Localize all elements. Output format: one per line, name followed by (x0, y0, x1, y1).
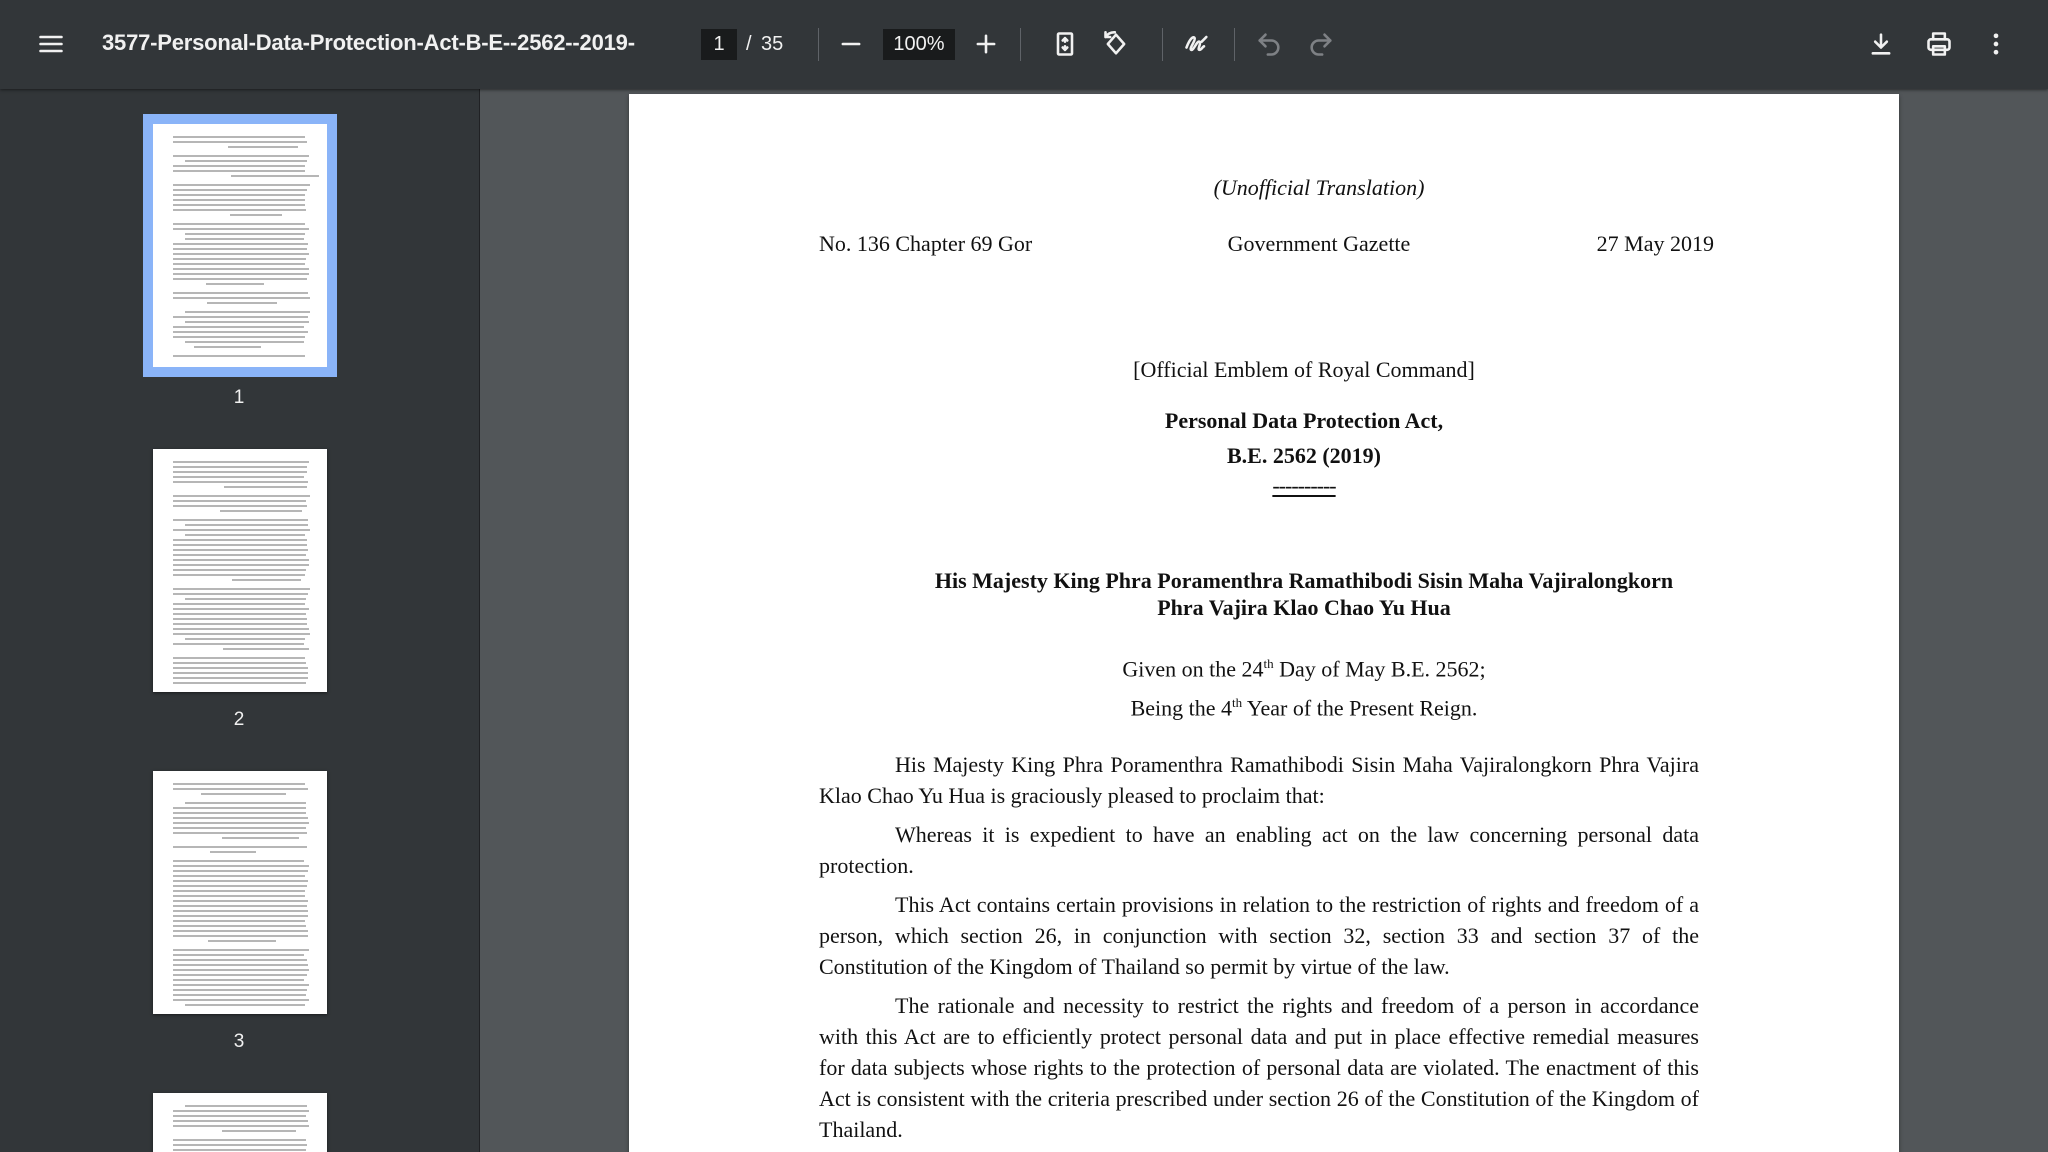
thumbnail-text-line (185, 638, 305, 640)
thumbnail-text-line (173, 292, 308, 294)
download-icon (1867, 30, 1895, 58)
rotate-button[interactable] (1094, 22, 1138, 66)
gazette-number: No. 136 Chapter 69 Gor (819, 231, 1033, 256)
thumbnail-text-line (173, 865, 309, 867)
toolbar-divider (1234, 28, 1235, 61)
thumbnail-text-line (173, 682, 306, 684)
document-viewer[interactable] (480, 89, 2048, 1152)
thumbnail-text-line (173, 613, 306, 615)
thumbnail-text-line (173, 263, 305, 265)
thumbnail-text-line (173, 189, 307, 191)
thumbnail-text-line (173, 326, 304, 328)
thumbnail-text-line (173, 248, 307, 250)
thumbnail-text-line (173, 1139, 306, 1141)
thumbnail-text-line (207, 302, 276, 304)
thumbnail-sidebar[interactable] (0, 89, 480, 1152)
thumbnail-text-line (173, 476, 304, 478)
thumbnail-text-line (173, 974, 307, 976)
thumbnail-text-line (194, 346, 261, 348)
hamburger-menu-icon (37, 30, 65, 58)
gazette-date: 27 May 2019 (1596, 231, 1714, 256)
thumbnail-text-line (173, 1120, 308, 1122)
thumbnail-text-line (173, 481, 308, 483)
thumbnail-text-line (173, 1115, 306, 1117)
given-line-2 (629, 686, 1979, 725)
thumbnail-text-line (173, 984, 309, 986)
thumbnail-text-line (173, 170, 305, 172)
paragraph (819, 889, 1699, 982)
thumbnail-text-line (173, 969, 309, 971)
thumbnail-text-line (173, 949, 309, 951)
thumbnail-text-line (173, 920, 305, 922)
thumbnail-text-line (173, 141, 307, 143)
toolbar (0, 0, 2048, 89)
thumbnail-text-line (222, 837, 300, 839)
thumbnail-text-line (173, 466, 307, 468)
thumbnail-text-line (173, 278, 307, 280)
thumbnail-text-line (223, 648, 309, 650)
thumbnail-text-line (173, 999, 309, 1001)
thumbnail-text-line (173, 994, 306, 996)
given-line-1-text: Given on the 24 (1122, 656, 1264, 682)
thumbnail-text-line (231, 175, 319, 177)
thumbnail-text-line (173, 885, 307, 887)
thumbnail-text-line (173, 915, 308, 917)
thumbnail-text-line (206, 283, 264, 285)
thumbnail-page-number: 1 (233, 387, 245, 408)
act-title (629, 403, 1979, 473)
menu-button[interactable] (29, 22, 73, 66)
page-number-input[interactable] (701, 29, 737, 60)
thumbnail-text-line (173, 155, 309, 157)
more-vert-icon (1982, 30, 2010, 58)
print-button[interactable] (1917, 22, 1961, 66)
thumbnail-text-line (173, 209, 306, 211)
thumbnail-text-line (173, 297, 310, 299)
undo-icon (1255, 30, 1283, 58)
thumbnail-text-line (173, 574, 305, 576)
paragraph-text: The rationale and necessity to restrict the rights and freedom of a person in accordance with this Act are to efficiently protect personal data and put in place effective remedial measures for data subjects whose rights to the protection of personal data are violated. The enactment of this Act is consistent with the criteria prescribed under section 26 of the Constitution of the Kingdom of Thailand. (819, 993, 1699, 1142)
given-date (629, 647, 1979, 726)
thumbnail-text-line (185, 321, 309, 323)
thumbnail-page-number: 3 (233, 1031, 245, 1052)
thumbnail-text-line (173, 989, 307, 991)
thumbnail-text-line (173, 979, 304, 981)
thumbnail-text-line (173, 268, 309, 270)
redo-icon (1307, 30, 1335, 58)
page-thumbnail[interactable] (153, 1093, 327, 1152)
paragraph (819, 749, 1699, 811)
thumbnail-text-line (173, 554, 306, 556)
annotate-icon (1183, 30, 1211, 58)
redo-button[interactable] (1299, 22, 1343, 66)
thumbnail-text-line (173, 223, 305, 225)
gazette-name: Government Gazette (1227, 231, 1411, 256)
emblem-note: [Official Emblem of Royal Command] (1133, 357, 1475, 382)
thumbnail-text-line (173, 959, 307, 961)
thumbnail-text-line (173, 461, 309, 463)
thumbnail-text-line (173, 243, 308, 245)
thumbnail-text-line (185, 598, 306, 600)
thumbnail-text-line (173, 539, 307, 541)
thumbnail-text-line (173, 807, 306, 809)
thumbnail-text-line (173, 564, 309, 566)
act-title-line-2: B.E. 2562 (2019) (1227, 443, 1381, 468)
annotate-button[interactable] (1175, 22, 1219, 66)
given-line-2-rest: Year of the Present Reign. (1242, 695, 1478, 721)
thumbnail-text-line (173, 623, 307, 625)
total-pages: 35 (761, 33, 784, 55)
thumbnail-text-line (230, 214, 282, 216)
thumbnail-text-line (173, 662, 306, 664)
thumbnail-text-line (173, 593, 308, 595)
given-line-1-sup: th (1263, 656, 1274, 671)
thumbnail-text-line (173, 1125, 309, 1127)
thumbnail-text-line (173, 165, 305, 167)
document-page (629, 94, 1899, 1152)
king-title-line-2: Phra Vajira Klao Chao Yu Hua (1157, 595, 1451, 620)
thumbnail-text-line (173, 827, 306, 829)
thumbnail-text-line (201, 793, 286, 795)
more-options-button[interactable] (1974, 22, 2018, 66)
thumbnail-text-line (173, 875, 305, 877)
thumbnail-text-line (185, 524, 308, 526)
zoom-input[interactable] (883, 29, 955, 60)
thumbnail-text-line (173, 184, 310, 186)
act-title-line-1: Personal Data Protection Act, (1164, 408, 1444, 433)
thumbnail-text-line (173, 822, 309, 824)
thumbnail-text-line (173, 667, 308, 669)
undo-button[interactable] (1247, 22, 1291, 66)
thumbnail-text-line (173, 964, 308, 966)
thumbnail-page-number: 2 (233, 709, 245, 730)
thumbnail-text-line (173, 1144, 307, 1146)
thumbnail-text-line (224, 486, 307, 488)
given-line-2-sup: th (1232, 695, 1243, 711)
thumbnail-text-line (173, 895, 305, 897)
thumbnail-text-line (173, 273, 309, 275)
thumbnail-text-line (185, 1004, 305, 1006)
thumbnail-text-line (173, 935, 308, 937)
paragraph-text: His Majesty King Phra Poramenthra Ramathibodi Sisin Maha Vajiralongkorn Phra Vajira Klao Chao Yu Hua is graciously pleased to proclaim that: (819, 752, 1699, 808)
thumbnail-text-line (173, 788, 308, 790)
toolbar-divider (1162, 28, 1163, 61)
paragraph (819, 990, 1699, 1145)
given-line-2-text: Being the 4 (1130, 695, 1233, 721)
zoom-out-icon (837, 30, 865, 58)
document-title: 3577-Personal-Data-Protection-Act-B-E--2562--2019- (102, 30, 635, 55)
page-thumbnail[interactable] (153, 449, 327, 692)
thumbnail-text-line (173, 228, 309, 230)
thumbnail-text-line (173, 783, 305, 785)
thumbnail-text-line (173, 870, 308, 872)
rotate-icon (1102, 30, 1130, 58)
given-line-1-rest: Day of May B.E. 2562; (1273, 656, 1486, 682)
toolbar-divider (1020, 28, 1021, 61)
thumbnail-text-line (173, 500, 306, 502)
thumbnail-text-line (185, 802, 306, 804)
paragraph-text: This Act contains certain provisions in relation to the restriction of rights and freedom of a person, which section 26, in conjunction with section 32, section 33 and section 37 of the Constitution of the Kingdom of Thailand so permit by virtue of the law. (819, 892, 1699, 979)
thumbnail-text-line (173, 204, 305, 206)
thumbnail-text-line (210, 851, 255, 853)
separator-dashes: ---------- (1272, 473, 1336, 498)
thumbnail-text-line (185, 534, 305, 536)
thumbnail-text-line (220, 510, 302, 512)
page-separator: / (746, 33, 752, 55)
thumbnail-text-line (173, 633, 310, 635)
thumbnail-text-line (173, 559, 309, 561)
thumbnail-text-line (185, 233, 305, 235)
thumbnail-text-line (232, 579, 301, 581)
thumbnail-text-line (173, 900, 308, 902)
thumbnail-text-line (173, 930, 308, 932)
thumbnail-text-line (173, 544, 307, 546)
thumbnail-text-line (185, 311, 310, 313)
thumbnail-text-line (185, 238, 304, 240)
thumbnail-text-line (222, 1130, 297, 1132)
thumbnail-text-line (173, 910, 308, 912)
thumbnail-text-line (173, 846, 307, 848)
thumbnail-text-line (173, 529, 310, 531)
print-icon (1925, 30, 1953, 58)
thumbnail-text-line (173, 954, 304, 956)
thumbnail-text-line (173, 495, 310, 497)
thumbnail-text-line (173, 672, 308, 674)
thumbnail-text-line (185, 160, 307, 162)
thumbnail-text-line (173, 812, 306, 814)
thumbnail-text-line (173, 1110, 309, 1112)
thumbnail-text-line (173, 505, 307, 507)
thumbnail-text-line (185, 1105, 307, 1107)
king-title (629, 567, 1979, 621)
thumbnail-text-line (173, 817, 308, 819)
thumbnail-text-line (173, 336, 305, 338)
thumbnail-text-line (173, 549, 308, 551)
download-button[interactable] (1859, 22, 1903, 66)
toolbar-divider (818, 28, 819, 61)
thumbnail-text-line (185, 341, 304, 343)
thumbnail-text-line (173, 618, 307, 620)
thumbnail-text-line (173, 603, 305, 605)
thumbnail-text-line (173, 677, 308, 679)
thumbnail-text-line (173, 194, 305, 196)
thumbnail-text-line (173, 880, 308, 882)
fit-page-button[interactable] (1043, 22, 1087, 66)
thumbnail-text-line (173, 316, 308, 318)
thumbnail-text-line (173, 258, 306, 260)
page-thumbnail[interactable] (153, 124, 327, 367)
thumbnail-text-line (173, 1149, 306, 1151)
thumbnail-text-line (173, 657, 305, 659)
thumbnail-text-line (208, 940, 276, 942)
thumbnail-text-line (173, 890, 305, 892)
thumbnail-text-line (173, 136, 305, 138)
given-line-1 (629, 647, 1979, 686)
thumbnail-text-line (173, 355, 305, 357)
thumbnail-text-line (173, 925, 306, 927)
thumbnail-text-line (173, 519, 308, 521)
king-title-line-1: His Majesty King Phra Poramenthra Ramathibodi Sisin Maha Vajiralongkorn (934, 568, 1674, 593)
thumbnail-text-line (173, 331, 308, 333)
paragraph (819, 819, 1699, 881)
zoom-in-button[interactable] (964, 22, 1008, 66)
thumbnail-text-line (173, 608, 309, 610)
zoom-out-button[interactable] (829, 22, 873, 66)
thumbnail-text-line (173, 471, 307, 473)
thumbnail-text-line (173, 588, 310, 590)
thumbnail-text-line (173, 832, 307, 834)
unofficial-translation-note: (Unofficial Translation) (1213, 175, 1425, 200)
paragraph-text: Whereas it is expedient to have an enabling act on the law concerning personal data protection. (819, 822, 1699, 878)
thumbnail-text-line (228, 146, 297, 148)
thumbnail-text-line (173, 860, 304, 862)
zoom-in-icon (972, 30, 1000, 58)
thumbnail-text-line (173, 199, 305, 201)
thumbnail-text-line (173, 569, 306, 571)
thumbnail-text-line (173, 628, 309, 630)
page-thumbnail[interactable] (153, 771, 327, 1014)
fit-page-icon (1051, 30, 1079, 58)
thumbnail-text-line (173, 643, 304, 645)
thumbnail-text-line (173, 905, 307, 907)
thumbnail-text-line (173, 253, 309, 255)
